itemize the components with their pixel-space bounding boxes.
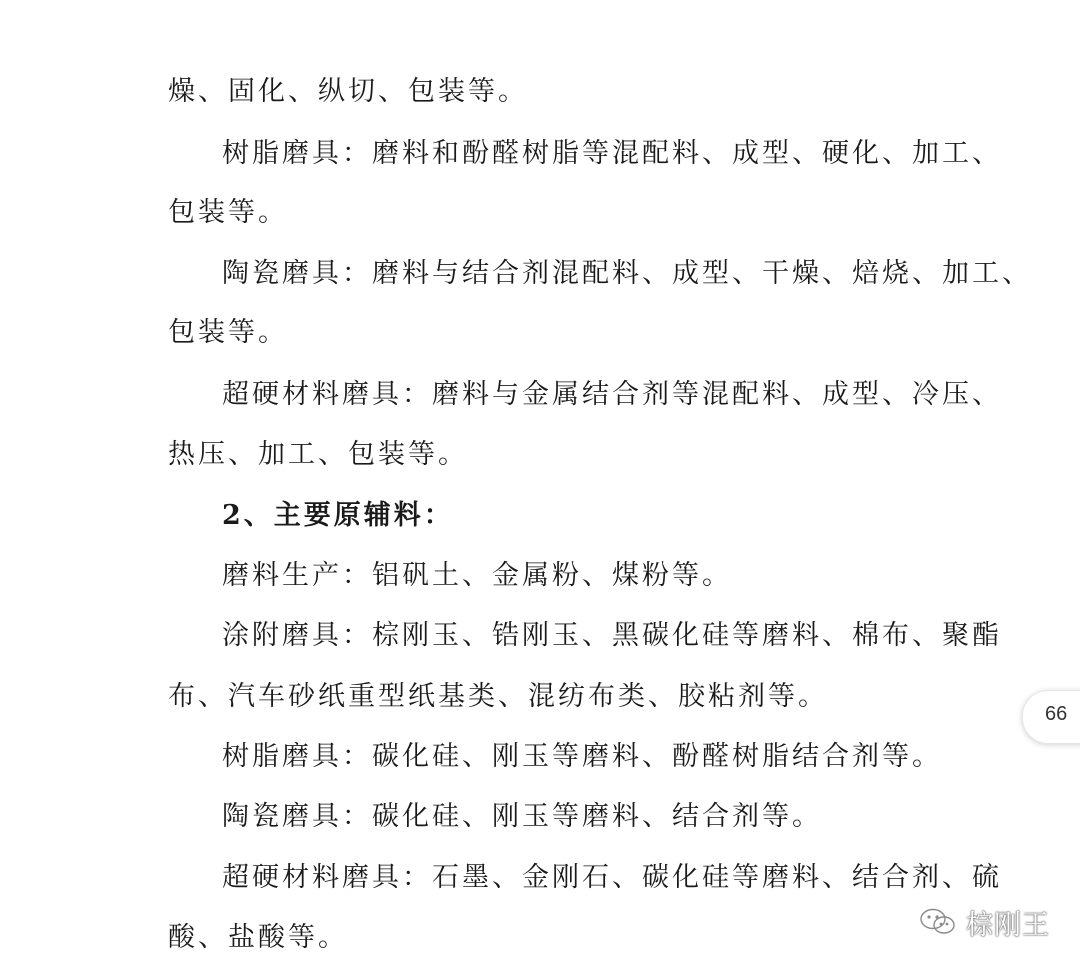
section-heading: 2、主要原辅料： [222,500,454,531]
text-line: 包装等。 [168,317,288,348]
text-line: 热压、加工、包装等。 [168,439,468,470]
text-line: 酸、盐酸等。 [168,922,348,953]
text-line: 陶瓷磨具：碳化硅、刚玉等磨料、结合剂等。 [222,801,822,832]
text-line: 树脂磨具：碳化硅、刚玉等磨料、酚醛树脂结合剂等。 [222,741,942,772]
text-line: 超硬材料磨具：石墨、金刚石、碳化硅等磨料、结合剂、硫 [222,862,1002,893]
text-line: 陶瓷磨具：磨料与结合剂混配料、成型、干燥、焙烧、加工、 [222,258,1032,289]
page-number: 66 [1045,703,1068,725]
text-line: 燥、固化、纵切、包装等。 [168,76,528,107]
text-line: 磨料生产：铝矾土、金属粉、煤粉等。 [222,560,732,591]
watermark [918,900,1050,944]
text-line: 布、汽车砂纸重型纸基类、混纺布类、胶粘剂等。 [168,681,828,712]
text-line: 树脂磨具：磨料和酚醛树脂等混配料、成型、硬化、加工、 [222,138,1002,169]
text-line: 涂附磨具：棕刚玉、锆刚玉、黑碳化硅等磨料、棉布、聚酯 [222,620,1002,651]
watermark-text: 棕刚王 [966,909,1050,941]
text-line: 超硬材料磨具：磨料与金属结合剂等混配料、成型、冷压、 [222,379,1002,410]
page-number-badge[interactable] [1022,690,1080,744]
wechat-icon [918,906,958,938]
text-line: 包装等。 [168,197,288,228]
